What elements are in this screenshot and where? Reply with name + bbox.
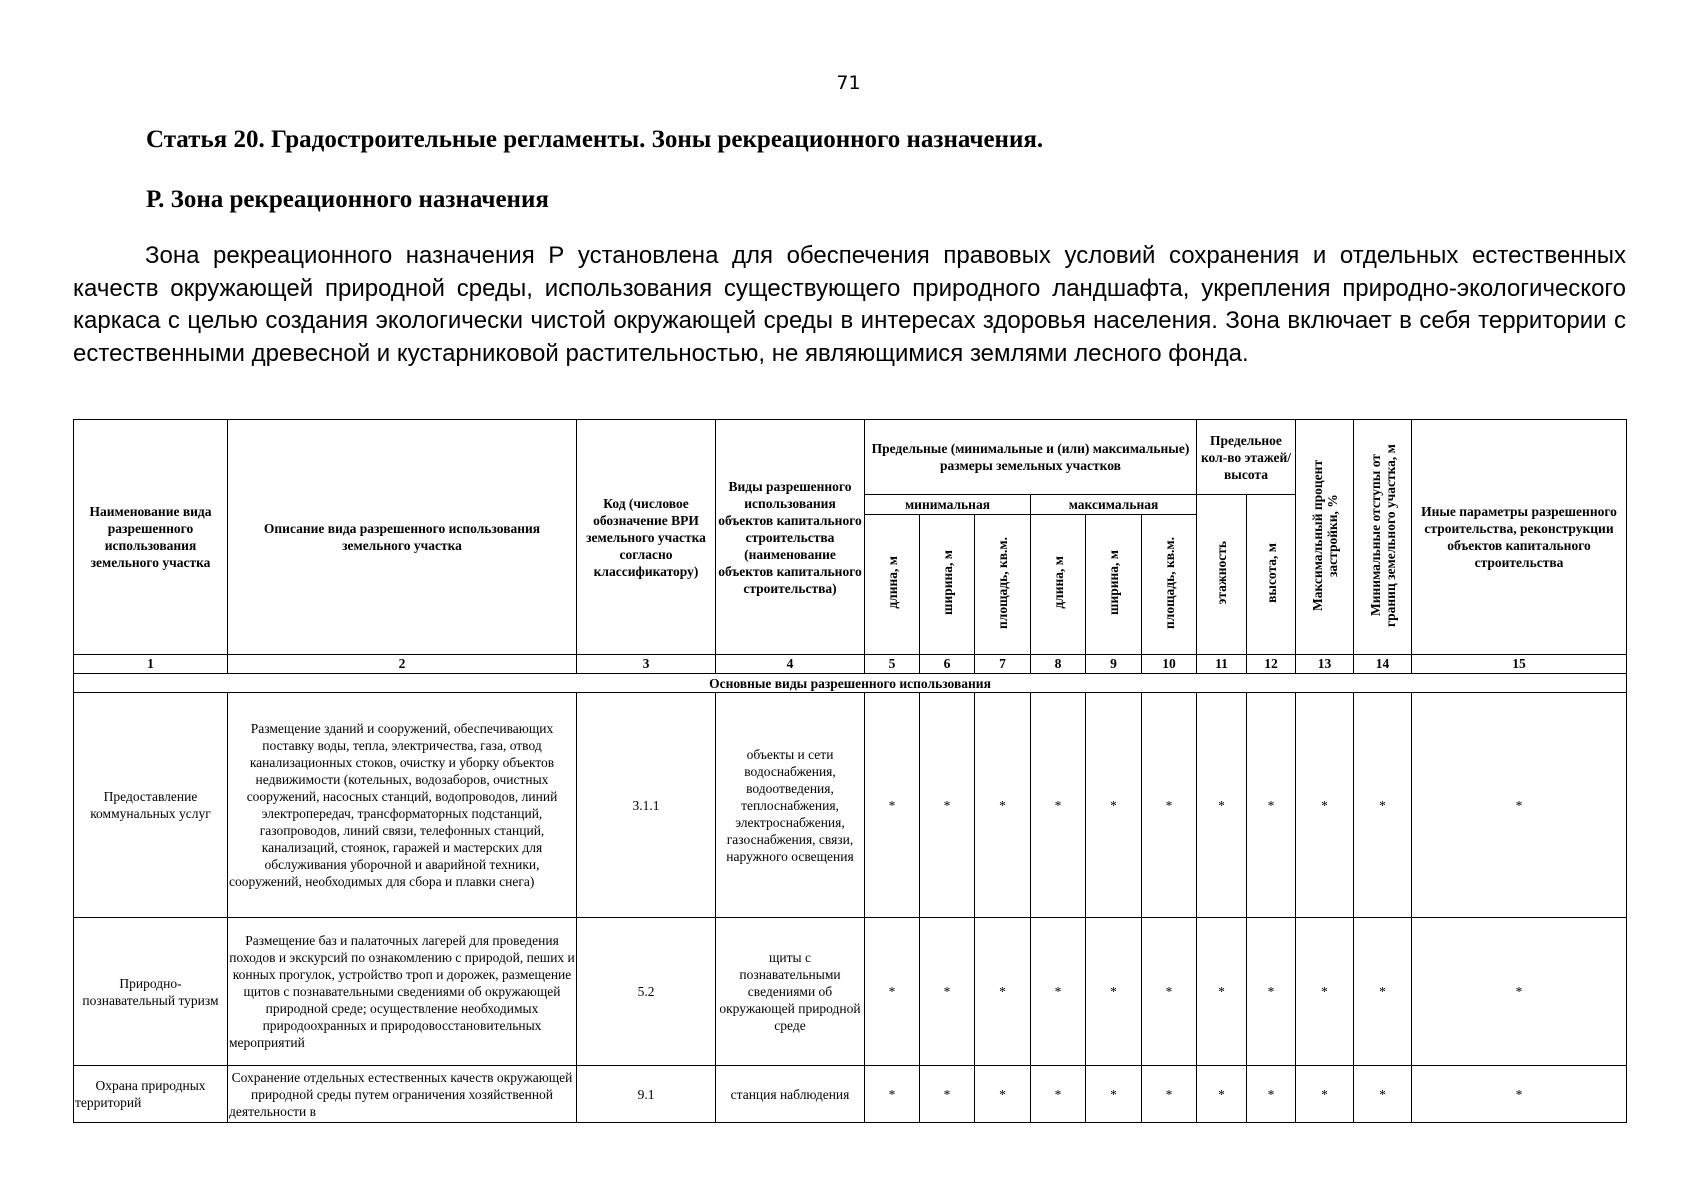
row-value: * <box>1296 918 1354 1066</box>
row-value: * <box>1031 1066 1086 1123</box>
table-row <box>74 918 1627 1066</box>
row-value: * <box>1354 918 1412 1066</box>
row-value: * <box>865 693 920 918</box>
row-value: * <box>975 918 1031 1066</box>
row-value: * <box>975 693 1031 918</box>
article-heading: Статья 20. Градостроительные регламенты. Зоны рекреационного назначения. <box>146 126 1044 153</box>
header-min-area: площадь, кв.м. <box>975 515 1031 655</box>
column-number: 4 <box>716 655 865 674</box>
column-number: 2 <box>228 655 577 674</box>
row-value: * <box>920 1066 975 1123</box>
row-value: * <box>1412 918 1627 1066</box>
row-value: * <box>1197 1066 1247 1123</box>
header-height: высота, м <box>1247 495 1296 655</box>
row-value: * <box>1086 1066 1142 1123</box>
column-number: 12 <box>1247 655 1296 674</box>
header-other: Иные параметры разрешенного строительства, реконструкции объектов капитального строительства <box>1412 420 1627 655</box>
row-value: * <box>920 693 975 918</box>
column-numbers-row <box>74 655 1627 674</box>
column-number: 9 <box>1086 655 1142 674</box>
header-floors: этажность <box>1197 495 1247 655</box>
row-value: * <box>1031 693 1086 918</box>
column-number: 15 <box>1412 655 1627 674</box>
row-value: * <box>1412 1066 1627 1123</box>
column-number: 7 <box>975 655 1031 674</box>
header-maximal: максимальная <box>1031 495 1197 515</box>
column-number: 5 <box>865 655 920 674</box>
row-value: * <box>1296 1066 1354 1123</box>
column-number: 13 <box>1296 655 1354 674</box>
header-max-area: площадь, кв.м. <box>1142 515 1197 655</box>
row-value: * <box>1247 918 1296 1066</box>
section-title: Основные виды разрешенного использования <box>74 674 1627 693</box>
header-min-setback: Минимальные отступы от границ земельного участка, м <box>1354 420 1412 655</box>
row-value: * <box>1247 693 1296 918</box>
row-description: Размещение зданий и сооружений, обеспечивающих поставку воды, тепла, электричества, газа, отвод канализационных стоков, очистку и уборку объектов недвижимости (котельных, водозаборов, очистных сооружений, насосных станций, водопроводов, линий электропередач, трансформаторных подстанций, газопроводов, линий связи, телефонных станций, канализаций, стоянок, гаражей и мастерских для обслуживания уборочной и аварийной техники, сооружений, необходимых для сбора и плавки снега) <box>228 693 577 918</box>
row-value: * <box>1197 693 1247 918</box>
row-value: * <box>865 918 920 1066</box>
zone-heading: Р. Зона рекреационного назначения <box>146 186 549 213</box>
row-objects: объекты и сети водоснабжения, водоотведения, теплоснабжения, электроснабжения, газоснабжения, связи, наружного освещения <box>716 693 865 918</box>
row-value: * <box>975 1066 1031 1123</box>
header-objects: Виды разрешенного использования объектов капитального строительства (наименование объектов капитального строительства) <box>716 420 865 655</box>
row-value: * <box>1354 1066 1412 1123</box>
row-description: Размещение баз и палаточных лагерей для проведения походов и экскурсий по ознакомлению с природой, пеших и конных прогулок, устройство троп и дорожек, размещение щитов с познавательными сведениями об окружающей природной среде; осуществление необходимых природоохранных и природовосстановительных мероприятий <box>228 918 577 1066</box>
row-value: * <box>1354 693 1412 918</box>
header-min-width: ширина, м <box>920 515 975 655</box>
header-sizes: Предельные (минимальные и (или) максимальные) размеры земельных участков <box>865 420 1197 495</box>
row-value: * <box>865 1066 920 1123</box>
column-number: 14 <box>1354 655 1412 674</box>
row-code: 5.2 <box>577 918 716 1066</box>
column-number: 3 <box>577 655 716 674</box>
row-value: * <box>1197 918 1247 1066</box>
row-code: 9.1 <box>577 1066 716 1123</box>
row-objects: станция наблюдения <box>716 1066 865 1123</box>
header-description: Описание вида разрешенного использования земельного участка <box>228 420 577 655</box>
row-code: 3.1.1 <box>577 693 716 918</box>
column-number: 8 <box>1031 655 1086 674</box>
column-number: 11 <box>1197 655 1247 674</box>
column-number: 6 <box>920 655 975 674</box>
row-objects: щиты с познавательными сведениями об окружающей природной среде <box>716 918 865 1066</box>
row-value: * <box>1296 693 1354 918</box>
header-max-width: ширина, м <box>1086 515 1142 655</box>
row-name: Предоставление коммунальных услуг <box>74 693 228 918</box>
column-number: 1 <box>74 655 228 674</box>
page-number: 71 <box>836 72 861 94</box>
header-code: Код (числовое обозначение ВРИ земельного участка согласно классификатору) <box>577 420 716 655</box>
row-value: * <box>920 918 975 1066</box>
header-minimal: минимальная <box>865 495 1031 515</box>
header-max-percent: Максимальный процент застройки, % <box>1296 420 1354 655</box>
row-name: Охрана природных территорий <box>74 1066 228 1123</box>
row-value: * <box>1142 693 1197 918</box>
regulations-table <box>73 419 1627 1123</box>
row-description: Сохранение отдельных естественных качеств окружающей природной среды путем ограничения хозяйственной деятельности в <box>228 1066 577 1123</box>
header-min-length: длина, м <box>865 515 920 655</box>
header-floors-group: Предельное кол-во этажей/ высота <box>1197 420 1296 495</box>
row-value: * <box>1086 693 1142 918</box>
intro-paragraph: Зона рекреационного назначения Р установлена для обеспечения правовых условий сохранения и отдельных естественных качеств окружающей природной среды, использования существующего природного ландшафта, укрепления природно-экологического каркаса с целью создания экологически чистой окружающей среды в интересах здоровья населения. Зона включает в себя территории с естественными древесной и кустарниковой растительностью, не являющимися землями лесного фонда. <box>73 242 1626 367</box>
row-value: * <box>1031 918 1086 1066</box>
row-value: * <box>1412 693 1627 918</box>
row-value: * <box>1086 918 1142 1066</box>
row-name: Природно-познавательный туризм <box>74 918 228 1066</box>
table-row <box>74 1066 1627 1123</box>
table-row <box>74 693 1627 918</box>
header-max-length: длина, м <box>1031 515 1086 655</box>
column-number: 10 <box>1142 655 1197 674</box>
row-value: * <box>1247 1066 1296 1123</box>
row-value: * <box>1142 918 1197 1066</box>
header-name: Наименование вида разрешенного использования земельного участка <box>74 420 228 655</box>
row-value: * <box>1142 1066 1197 1123</box>
